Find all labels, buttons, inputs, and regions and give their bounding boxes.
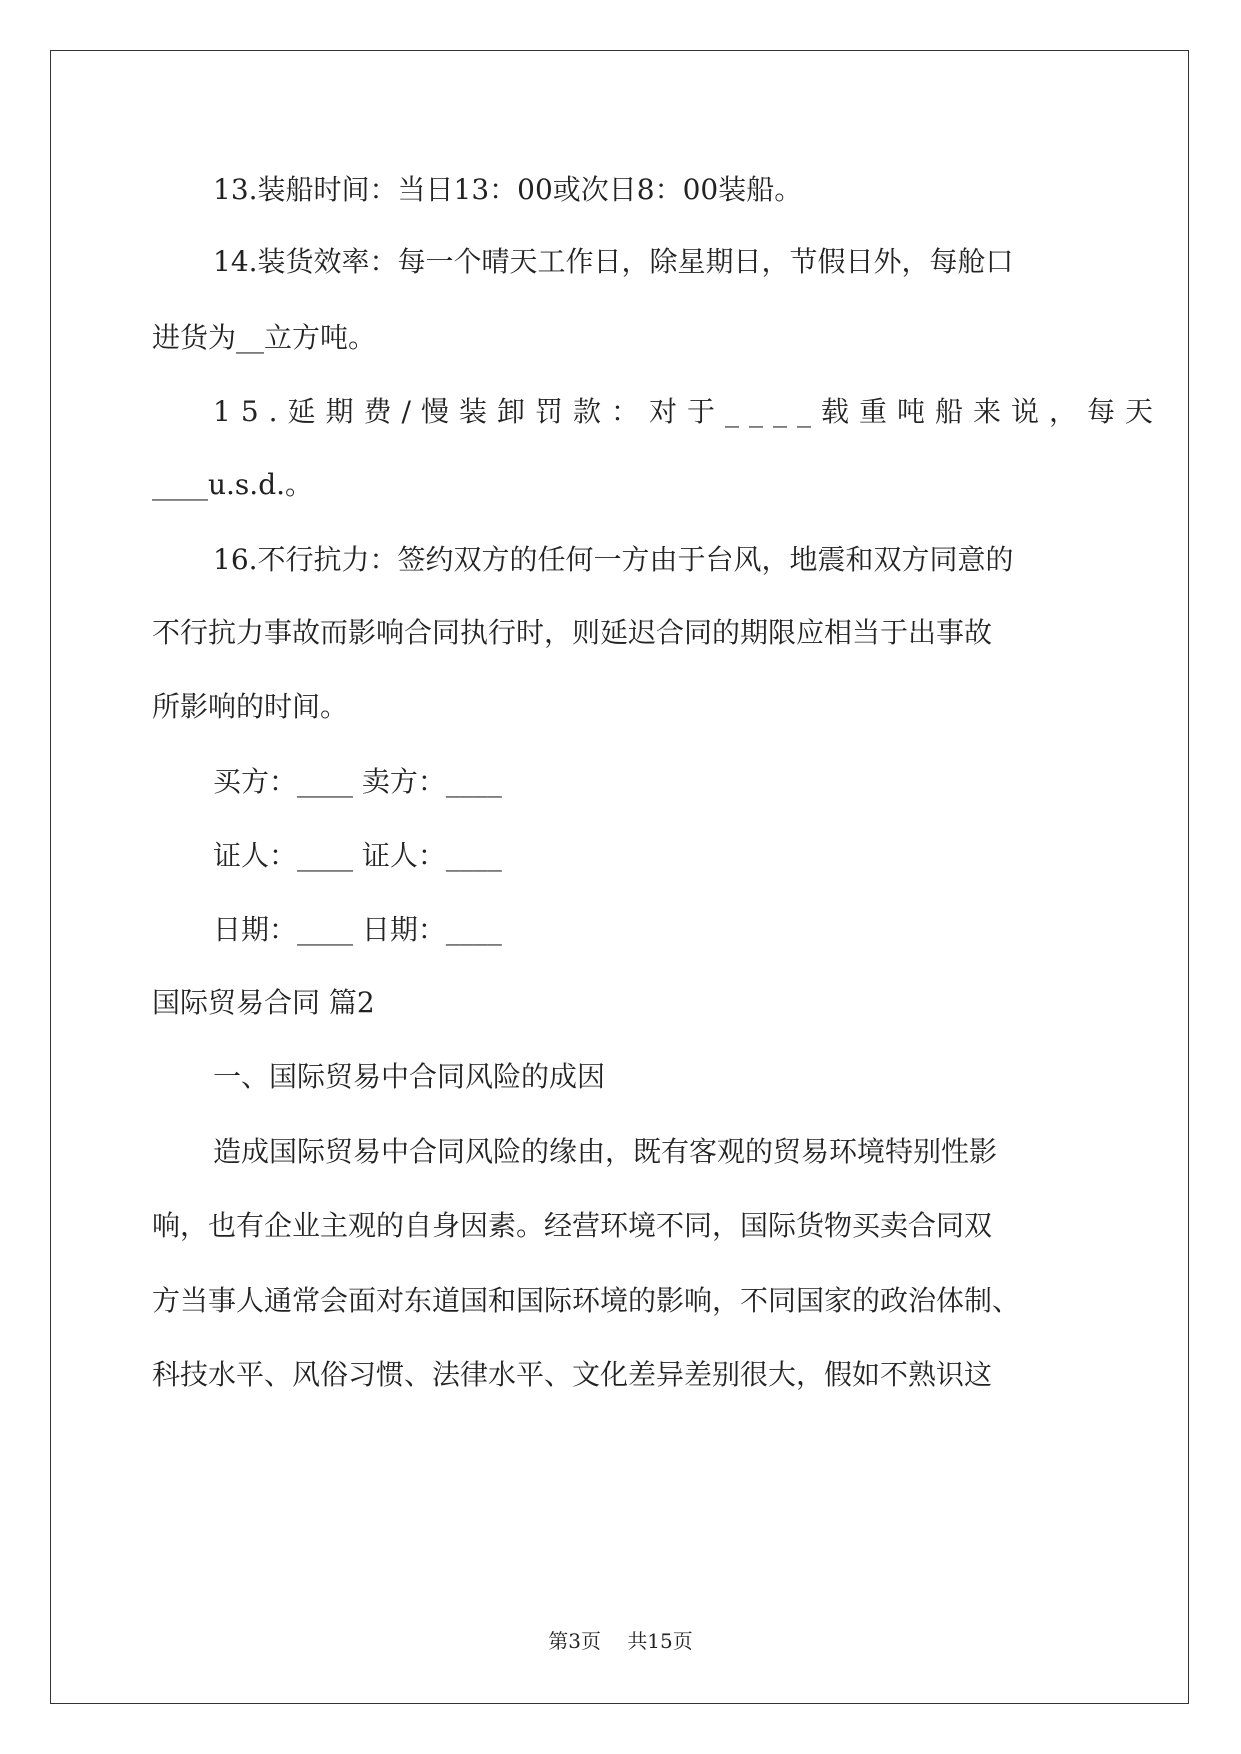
clause-16-cont-1: 不行抗力事故而影响合同执行时，则延迟合同的期限应相当于出事故 xyxy=(152,616,993,649)
clause-13: 13.装船时间：当日13：00或次日8：00装船。 xyxy=(213,173,803,206)
paragraph-line-1: 造成国际贸易中合同风险的缘由，既有客观的贸易环境特别性影 xyxy=(213,1135,998,1168)
page-total: 共15页 xyxy=(627,1629,693,1653)
page-footer xyxy=(0,1625,1241,1654)
signature-buyer-seller: 买方：____ 卖方：____ xyxy=(213,765,502,798)
clause-14: 14.装货效率：每一个晴天工作日，除星期日，节假日外，每舱口 xyxy=(213,245,1014,278)
paragraph-line-2: 响，也有企业主观的自身因素。经营环境不同，国际货物买卖合同双 xyxy=(152,1209,993,1242)
clause-16-cont-2: 所影响的时间。 xyxy=(152,690,349,723)
signature-witness: 证人：____ 证人：____ xyxy=(213,839,502,872)
page-border xyxy=(50,50,1189,1704)
section-title: 国际贸易合同 篇2 xyxy=(152,986,375,1019)
clause-15: 15.延期费/慢装卸罚款：对于____载重吨船来说，每天 xyxy=(213,395,1163,428)
clause-14-cont: 进货为__立方吨。 xyxy=(152,321,377,354)
section-heading: 一、国际贸易中合同风险的成因 xyxy=(213,1060,606,1093)
page-number: 第3页 xyxy=(548,1629,601,1653)
paragraph-line-3: 方当事人通常会面对东道国和国际环境的影响，不同国家的政治体制、 xyxy=(152,1284,1021,1317)
signature-date: 日期：____ 日期：____ xyxy=(213,913,502,946)
clause-15-cont: ____u.s.d.。 xyxy=(152,468,314,501)
clause-16: 16.不行抗力：签约双方的任何一方由于台风，地震和双方同意的 xyxy=(213,543,1014,576)
paragraph-line-4: 科技水平、风俗习惯、法律水平、文化差异差别很大，假如不熟识这 xyxy=(152,1358,993,1391)
